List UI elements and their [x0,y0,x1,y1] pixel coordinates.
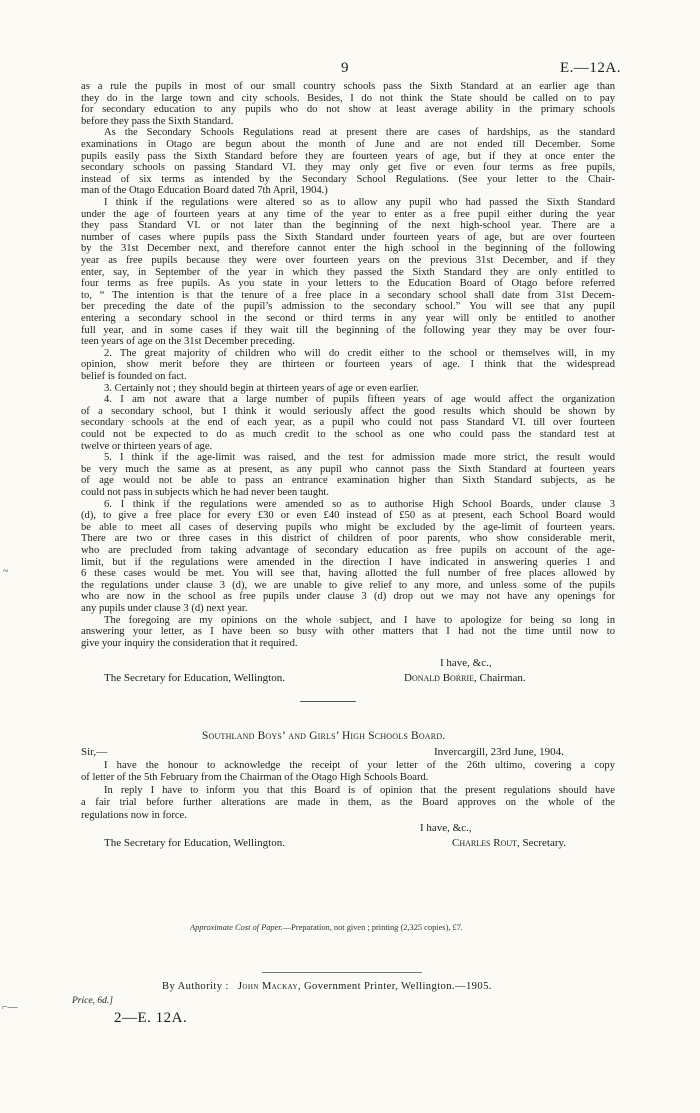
body-line: to, “ The intention is that the tenure of a free place in a secondary school shall date from 31st Decem- [81,289,615,301]
body-line: four terms as free pupils. As you state in your letters to the Education Board of Otago before referred [81,278,615,290]
body-line: instead of six terms as intended by the Secondary School Regulations. (See your letter to the Chair- [81,173,615,185]
letter-one-signatory-title: , Chairman. [474,672,526,684]
authority-line [162,981,492,992]
body-line: twelve or thirteen years of age. [81,440,213,452]
body-line: they do in the large town and city schools. Besides, I do not think the State should be called on to pay [81,92,615,104]
body-line: secondary schools at the end of each year, as a pupil who could not pass Standard VI. till over fourteen [81,417,615,429]
letter-two-signatory-name: Charles Rout [452,837,517,849]
body-line: who are now in the school as free pupils under clause 3 (d) drop out we may not have any openings for [81,591,615,603]
body-line: could not be expected to do as much credit to the school as one who could pass the standard test at [81,429,615,440]
authority-name: John Mackay [237,981,298,992]
series-number: E.—12A. [560,60,621,76]
body-line: by the 31st December next, and therefore cannot enter the high school in the beginning of the following [81,243,615,255]
body-line: full year, and in some cases if they wait till the beginning of the following year they may be over four- [81,324,615,336]
body-line: In reply I have to inform you that this Board is of opinion that the present regulations should have [104,784,615,796]
body-line: be very much the same as at present, as any pupil who cannot pass the Sixth Standard at fourteen years [81,463,615,475]
body-line: regulations now in force. [81,809,187,821]
body-line: before they pass the Sixth Standard. [81,115,234,127]
body-line: number of cases where pupils pass the Sixth Standard under fourteen years of age, but are over fourteen [81,231,615,243]
body-line: enter, say, in September of the year in which they passed the Sixth Standard they are only entitled to [81,266,615,278]
letter-two-signature [452,837,566,849]
body-line: pupils easily pass the Sixth Standard before they are fourteen years of age, but if they at once enter the [81,150,615,162]
body-line: any pupils under clause 3 (d) next year. [81,603,248,614]
page-number: 9 [341,60,349,76]
body-line: 6. I think if the regulations were amended so as to authorise High School Boards, under clause 3 [104,498,615,510]
letter-one-addressee: The Secretary for Education, Wellington. [104,672,285,684]
letter-one-signatory-name: Donald Borrie [404,672,475,684]
cost-text: —Preparation, not given ; printing (2,325 copies), £7. [282,923,464,932]
body-line: There are two or three cases in this district of children of poor parents, who show considerable merit, [81,533,615,545]
body-line: 3. Certainly not ; they should begin at thirteen years of age or even earlier. [104,382,419,394]
margin-mark: ~ [3,566,9,577]
cost-label: Approximate Cost of Paper. [190,923,283,932]
body-line: could not pass in subjects which he had never been taught. [81,487,330,498]
body-line: 2. The great majority of children who will do credit either to the school or themselves will, in my [104,347,615,359]
body-line: year as free pupils because they were over fourteen years on the previous 31st December, and if they [81,255,615,266]
body-line: As the Secondary Schools Regulations read at present there are cases of hardships, as the standard [104,127,615,139]
letter-two-heading: Southland Boys’ and Girls’ High Schools Board. [202,730,446,742]
body-line: as a rule the pupils in most of our small country schools pass the Sixth Standard at an earlier age than [81,81,615,92]
letter-two-closing: I have, &c., [420,822,472,834]
body-line: I have the honour to acknowledge the receipt of your letter of the 26th ultimo, covering a copy [104,760,615,771]
body-line: belief is founded on fact. [81,371,187,382]
letter-two-addressee: The Secretary for Education, Wellington. [104,837,285,849]
body-line: secondary schools on passing Standard VI. they may only get five or even four terms as free pupils, [81,162,615,174]
body-line: (d), to give a free place for every £30 or even £40 instead of £50 as at present, each School Board would [81,510,615,522]
body-line: be able to meet all cases of deserving pupils who might be excluded by the age-limit of fourteen years. [81,521,615,533]
body-line: I think if the regulations were altered so as to allow any pupil who had passed the Sixth Standard [104,197,615,208]
letter-two-signatory-title: , Secretary. [516,837,567,849]
body-line: 5. I think if the age-limit was raised, and the test for admission made more strict, the result would [104,452,615,464]
body-line: of letter of the 5th February from the Chairman of the Otago High Schools Board. [81,772,429,784]
authority-suffix: , Government Printer, Wellington.—1905. [297,981,492,992]
authority-rule [262,972,422,973]
letter-two-salutation: Sir,— [81,746,108,758]
paper-number: 2—E. 12A. [114,1010,188,1026]
section-divider [300,701,356,702]
margin-mark: ⌐— [2,1002,18,1013]
body-line: the regulations under clause 3 (d), we are unable to give relief to any more, and unless some of the pupils [81,579,615,591]
body-line: 6 these cases would be met. You will see that, having allotted the full number of free places allowed by [81,568,615,580]
body-line: of a secondary school, but I think it would seriously affect the good results which should be shown by [81,405,615,417]
price: Price, 6d.] [72,996,113,1006]
body-line: The foregoing are my opinions on the whole subject, and I have to apologize for being so long in [104,614,615,626]
body-line: opinion, show merit before they are thirteen or fourteen years of age. I think that the widespread [81,359,615,371]
body-line: answering your letter, as I have been so busy with other matters that I had not the time until now to [81,626,615,638]
body-line: under the age of fourteen years at any time of the year to enter as a free pupil either during the year [81,208,615,220]
body-line: limit, but if the regulations were amended in the direction I have indicated in answering queries 1 and [81,556,615,568]
body-line: man of the Otago Education Board dated 7th April, 1904.) [81,185,328,197]
cost-note [190,923,463,932]
body-line: teen years of age on the 31st December preceding. [81,336,295,348]
body-line: entering a secondary school in the second or third terms in any year will only be entitled to another [81,313,615,324]
body-line: for secondary education to any pupils who do not show at least average ability in the primary schools [81,104,615,116]
body-line: they pass Standard VI. or not later than the beginning of the next high-school year. There are a [81,220,615,232]
body-line: ber preceding the date of the pupil’s admission to the secondary school.” You will see that any pupil [81,301,615,313]
letter-one-closing: I have, &c., [440,657,492,669]
authority-prefix: By Authority : [162,981,229,992]
body-line: who are precluded from taking advantage of secondary education as free pupils on account of the age- [81,545,615,556]
body-line: a fair trial before further alterations are made in them, as the Board approves on the whole of the [81,797,615,809]
body-line: examinations in Otago are begun about the month of June and are not ended till December. Some [81,139,615,150]
letter-one-signature [404,672,526,684]
body-line: 4. I am not aware that a large number of pupils fifteen years of age would affect the organization [104,394,615,406]
body-line: give your inquiry the consideration that it required. [81,637,298,649]
letter-two-place-date: Invercargill, 23rd June, 1904. [434,746,564,758]
body-line: of age would not be able to pass an entrance examination higher than Sixth Standard subjects, as he [81,475,615,487]
